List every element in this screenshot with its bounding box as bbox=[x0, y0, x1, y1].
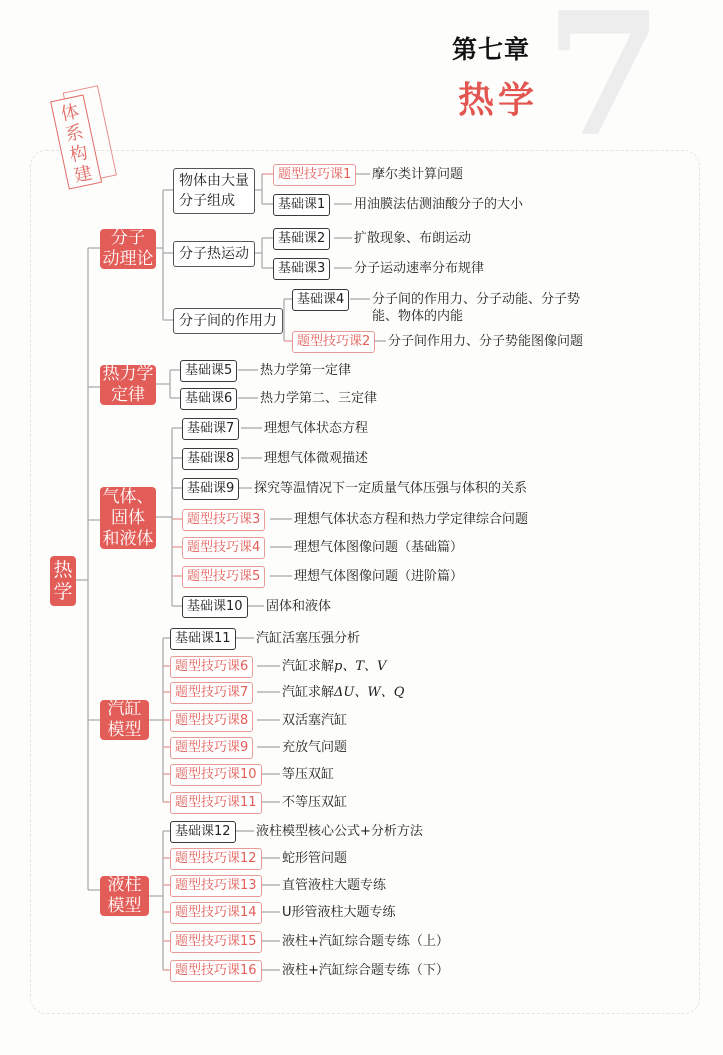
root-node: 热学 bbox=[50, 556, 76, 606]
lesson-desc-vars: p、T、V bbox=[334, 659, 387, 674]
lesson-label: 题型技巧课6 bbox=[170, 656, 253, 678]
lesson-label: 基础课1 bbox=[273, 194, 330, 216]
lesson-label: 题型技巧课1 bbox=[273, 164, 356, 186]
lesson-desc: 不等压双缸 bbox=[282, 795, 348, 810]
category-cylinder-model: 汽缸 模型 bbox=[100, 700, 149, 740]
lesson-label: 题型技巧课16 bbox=[170, 960, 262, 982]
lesson-desc bbox=[282, 684, 404, 701]
lesson-desc: 分子间作用力、分子势能图像问题 bbox=[388, 334, 584, 349]
lesson-desc: 液柱+汽缸综合题专练（下） bbox=[282, 963, 449, 978]
lesson-desc-vars: ΔU、W、Q bbox=[334, 685, 405, 700]
lesson-desc: 直管液柱大题专练 bbox=[282, 878, 387, 893]
lesson-desc: 蛇形管问题 bbox=[282, 851, 348, 866]
lesson-desc: 理想气体图像问题（基础篇） bbox=[294, 540, 464, 555]
lesson-desc: 固体和液体 bbox=[266, 599, 332, 614]
lesson-label: 题型技巧课3 bbox=[182, 509, 265, 531]
lesson-desc: U形管液柱大题专练 bbox=[282, 905, 396, 920]
lesson-desc: 探究等温情况下一定质量气体压强与体积的关系 bbox=[254, 481, 528, 496]
lesson-label: 题型技巧课10 bbox=[170, 764, 262, 786]
lesson-label: 基础课5 bbox=[180, 360, 237, 382]
lesson-desc: 热力学第一定律 bbox=[260, 363, 352, 378]
lesson-label: 基础课9 bbox=[182, 478, 239, 500]
lesson-desc: 理想气体图像问题（进阶篇） bbox=[294, 569, 464, 584]
lesson-label: 基础课3 bbox=[273, 258, 330, 280]
lesson-label: 基础课7 bbox=[182, 418, 239, 440]
stamp-text: 体 系 构 建 bbox=[50, 94, 102, 189]
lesson-label: 题型技巧课2 bbox=[292, 331, 375, 353]
lesson-label: 基础课4 bbox=[292, 289, 349, 311]
lesson-desc-text: 汽缸求解 bbox=[282, 685, 335, 700]
chapter-number-watermark: 7 bbox=[545, 0, 664, 175]
lesson-desc: 理想气体微观描述 bbox=[264, 451, 369, 466]
lesson-label: 题型技巧课9 bbox=[170, 737, 253, 759]
lesson-label: 基础课10 bbox=[182, 596, 248, 618]
lesson-desc: 等压双缸 bbox=[282, 767, 335, 782]
lesson-label: 基础课11 bbox=[170, 628, 236, 650]
lesson-desc: 用油膜法估测油酸分子的大小 bbox=[354, 197, 524, 212]
lesson-desc: 液柱+汽缸综合题专练（上） bbox=[282, 934, 449, 949]
lesson-desc bbox=[282, 658, 386, 675]
lesson-label: 题型技巧课4 bbox=[182, 537, 265, 559]
lesson-desc: 汽缸活塞压强分析 bbox=[256, 631, 361, 646]
lesson-desc: 充放气问题 bbox=[282, 740, 348, 755]
lesson-label: 题型技巧课14 bbox=[170, 902, 262, 924]
category-gas-solid-liquid: 气体、 固体 和液体 bbox=[100, 487, 156, 549]
category-liquid-column-model: 液柱 模型 bbox=[100, 876, 149, 916]
lesson-desc: 扩散现象、布朗运动 bbox=[354, 231, 472, 246]
lesson-desc-text: 汽缸求解 bbox=[282, 659, 335, 674]
lesson-label: 题型技巧课15 bbox=[170, 931, 262, 953]
lesson-label: 题型技巧课13 bbox=[170, 875, 262, 897]
lesson-label: 题型技巧课8 bbox=[170, 710, 253, 732]
lesson-desc: 分子间的作用力、分子动能、分子势能、物体的内能 bbox=[372, 292, 581, 324]
chapter-title: 热学 bbox=[458, 80, 539, 121]
category-molecular-kinetic-theory: 分子 动理论 bbox=[100, 229, 156, 269]
lesson-desc: 热力学第二、三定律 bbox=[260, 391, 378, 406]
subgroup-thermal-motion: 分子热运动 bbox=[173, 241, 255, 267]
lesson-label: 基础课2 bbox=[273, 228, 330, 250]
subgroup-molecular-composition: 物体由大量 分子组成 bbox=[173, 168, 255, 214]
subgroup-intermolecular-force: 分子间的作用力 bbox=[173, 308, 283, 334]
lesson-label: 基础课8 bbox=[182, 448, 239, 470]
lesson-label: 题型技巧课11 bbox=[170, 792, 262, 814]
lesson-label: 题型技巧课12 bbox=[170, 848, 262, 870]
lesson-desc: 双活塞汽缸 bbox=[282, 713, 348, 728]
lesson-desc: 分子运动速率分布规律 bbox=[354, 261, 485, 276]
lesson-desc: 理想气体状态方程 bbox=[264, 421, 369, 436]
category-thermodynamics-laws: 热力学 定律 bbox=[100, 365, 156, 405]
lesson-desc: 理想气体状态方程和热力学定律综合问题 bbox=[294, 512, 529, 527]
lesson-label: 题型技巧课5 bbox=[182, 566, 265, 588]
lesson-label: 基础课6 bbox=[180, 388, 237, 410]
chapter-label: 第七章 bbox=[452, 35, 531, 64]
lesson-desc: 液柱模型核心公式+分析方法 bbox=[256, 824, 423, 839]
lesson-label: 基础课12 bbox=[170, 821, 236, 843]
lesson-label: 题型技巧课7 bbox=[170, 682, 253, 704]
lesson-desc: 摩尔类计算问题 bbox=[372, 167, 464, 182]
